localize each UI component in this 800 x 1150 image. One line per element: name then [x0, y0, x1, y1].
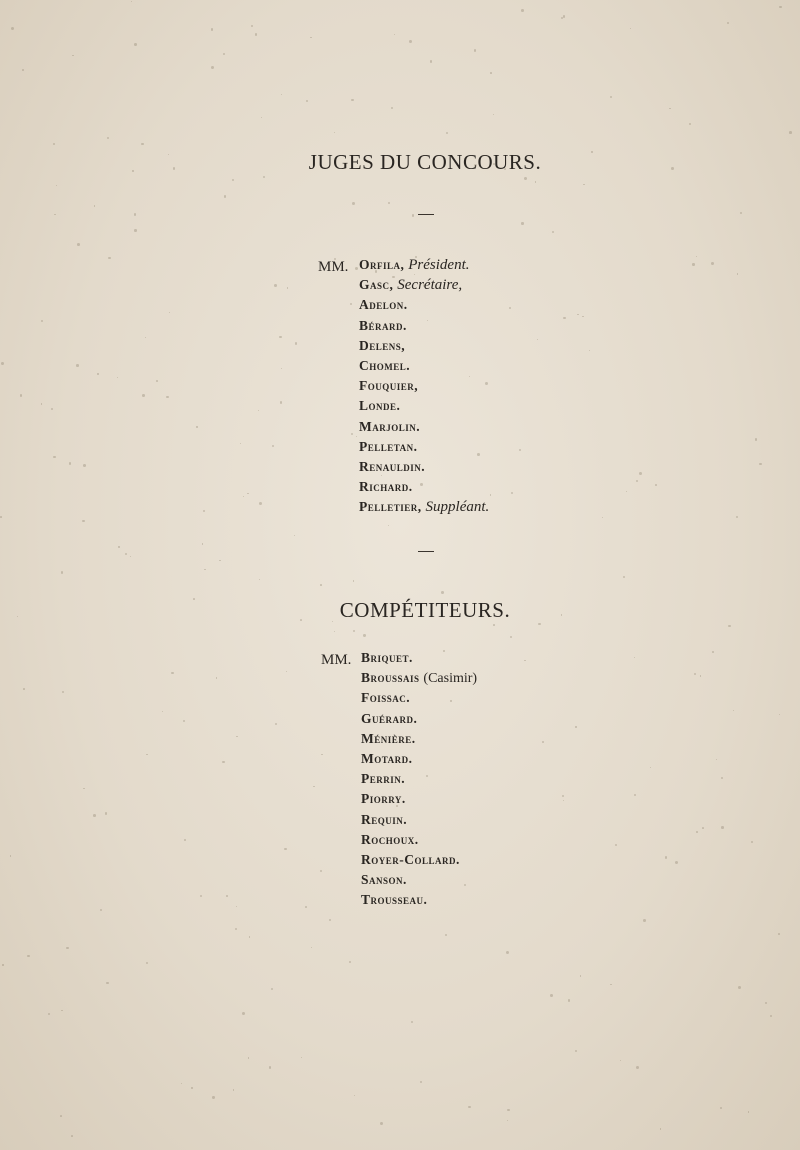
person-name: Bérard. [359, 317, 407, 333]
list-item [361, 852, 460, 868]
list-item [361, 771, 405, 787]
person-name: Adelon. [359, 297, 408, 313]
person-role: Président. [408, 257, 470, 273]
list-item [359, 398, 400, 414]
list-item [361, 812, 407, 828]
list-item [361, 650, 413, 666]
person-name: Requin. [361, 811, 408, 827]
list-item [361, 690, 410, 706]
list-item: Orfila, Président. [359, 257, 470, 273]
person-name: Perrin. [361, 771, 406, 787]
list-item [359, 479, 413, 495]
person-name: Trousseau. [361, 892, 428, 908]
list-item: Gasc, Secrétaire, [359, 277, 463, 294]
competitors-mm-label: MM. [321, 652, 352, 668]
list-item [361, 832, 419, 848]
list-item [361, 892, 427, 908]
list-item [359, 358, 410, 374]
person-note: (Casimir) [423, 671, 478, 687]
person-name: Delens, [359, 337, 406, 353]
list-item [361, 711, 417, 727]
list-item [359, 459, 425, 475]
list-item [361, 791, 406, 807]
list-item [359, 378, 418, 394]
judges-mm-label: MM. [318, 259, 349, 275]
person-name: Chomel. [359, 358, 411, 373]
divider-rule [418, 214, 434, 215]
list-item [359, 297, 408, 313]
person-name: Ménière. [361, 730, 416, 746]
person-name: Gasc [359, 277, 390, 293]
list-item [359, 318, 407, 334]
list-item [361, 731, 416, 747]
person-name: Londe. [359, 398, 401, 414]
person-name: Broussais [361, 670, 420, 686]
person-name: Fouquier, [359, 378, 419, 394]
person-name: Piorry. [361, 791, 406, 807]
person-role: Secrétaire, [397, 277, 463, 294]
person-name: Renauldin. [359, 459, 426, 474]
list-item [361, 872, 407, 888]
person-name: Orfila [359, 257, 401, 272]
list-item [359, 419, 420, 435]
person-name: Royer-Collard. [361, 852, 460, 867]
person-name: Richard. [359, 479, 413, 495]
competitors-heading: COMPÉTITEURS. [339, 598, 511, 622]
list-item [359, 338, 405, 354]
person-name: Marjolin. [359, 418, 421, 434]
person-name: Foissac. [361, 690, 411, 706]
person-name: Motard. [361, 751, 413, 766]
list-item: Pelletier, Suppléant. [359, 499, 490, 516]
person-name: Sanson. [361, 872, 407, 888]
person-name: Briquet. [361, 650, 413, 665]
person-role: Suppléant. [425, 499, 490, 516]
person-name: Pelletan. [359, 438, 418, 454]
person-name: Pelletier [359, 499, 418, 515]
judges-heading: JUGES DU CONCOURS. [308, 150, 542, 174]
divider-rule [418, 551, 434, 552]
list-item [361, 751, 412, 767]
person-name: Guérard. [361, 710, 418, 726]
list-item [361, 670, 477, 687]
person-name: Rochoux. [361, 831, 419, 847]
list-item [359, 439, 417, 455]
